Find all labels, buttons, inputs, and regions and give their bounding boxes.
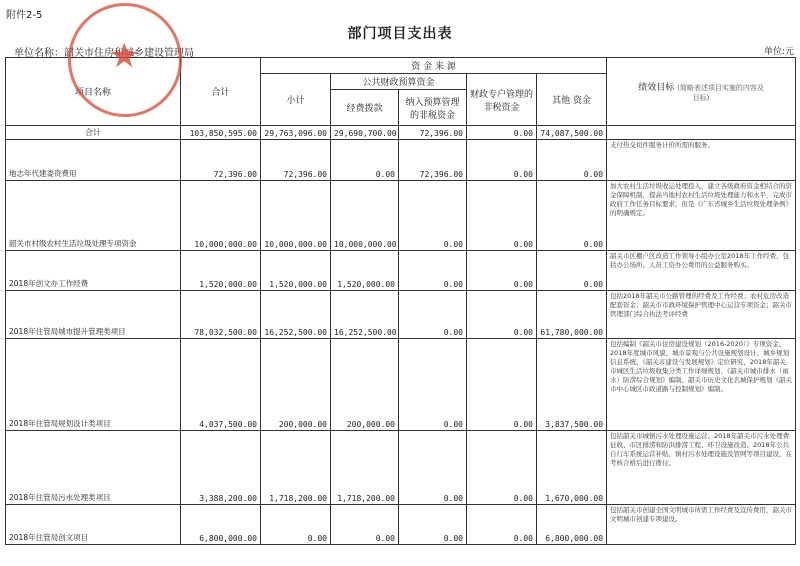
row-operating: 16,252,500.00: [331, 291, 399, 339]
header-subtotal: 小计: [261, 74, 331, 126]
table-row-total: [6, 126, 796, 140]
row-special: 0.00: [467, 291, 537, 339]
header-special-nontax: 财政专户管理的非税资金: [467, 74, 537, 126]
row-perf: 包括韶关市城镇污水处理设施运营、2018年韶关市污水处理费征收、市区排涝和防洪排涝工程、环卫设施改造、2018年公共自行车系统运营补贴、镇村污水处理设施及管网等项目建设，在考核合格后进行拨付。: [607, 431, 796, 505]
header-perf-goal-sub2: 目标): [692, 94, 710, 102]
row-special: 0.00: [467, 431, 537, 505]
row-perf: 包括韶关市创建全国文明城市所需工作经费及宣传费用，韶关市文明城市创建专项建设。: [607, 505, 796, 545]
row-special: 0.00: [467, 505, 537, 545]
row-total: 6,800,000.00: [181, 505, 261, 545]
header-perf-goal: [607, 58, 796, 126]
row-name: 韶关市村级农村生活垃圾处理专项资金: [6, 181, 181, 251]
row-perf: 加大农村生活垃圾收运处理投入，建立各级政府资金相结合的资金保障机制，提高当地村农村生活垃圾处理能力和水平，完成市政府工作任务目标要求，但是《广东省城乡生活垃圾处理条例》的明确规定。: [607, 181, 796, 251]
row-perf: 支付热交切件服务计价所需的服务。: [607, 140, 796, 181]
header-public-budget: 公共财政预算资金: [331, 74, 467, 90]
row-perf: [607, 126, 796, 140]
table-row: [6, 431, 796, 505]
project-expenditure-table: [5, 57, 796, 545]
currency-unit: 单位:元: [763, 47, 794, 57]
header-perf-goal-sub: (简略表述项目实施的内容及: [677, 84, 764, 92]
row-total: 1,520,000.00: [181, 251, 261, 291]
row-special: 0.00: [467, 140, 537, 181]
table-row: [6, 251, 796, 291]
header-nontax-in-budget: 纳入预算管理的非税资金: [399, 90, 467, 126]
row-other: 74,087,500.00: [537, 126, 607, 140]
table-row: [6, 505, 796, 545]
row-other: 61,780,000.00: [537, 291, 607, 339]
header-perf-goal-title: 绩效目标: [638, 83, 675, 93]
header-funding-source: 资 金 来 源: [261, 58, 607, 74]
row-operating: 10,000,000.00: [331, 181, 399, 251]
row-name: 合计: [6, 126, 181, 140]
row-subtotal: 200,000.00: [261, 339, 331, 431]
row-name: 2018年住管局污水处理类项目: [6, 431, 181, 505]
row-operating: 0.00: [331, 140, 399, 181]
row-name: 地志年代建委资费用: [6, 140, 181, 181]
row-other: 0.00: [537, 140, 607, 181]
row-subtotal: 1,520,000.00: [261, 251, 331, 291]
row-total: 78,032,500.00: [181, 291, 261, 339]
row-operating: 1,718,200.00: [331, 431, 399, 505]
row-subtotal: 1,718,200.00: [261, 431, 331, 505]
row-nontax: 72,396.00: [399, 126, 467, 140]
row-subtotal: 10,000,000.00: [261, 181, 331, 251]
row-nontax: 0.00: [399, 251, 467, 291]
header-other-funds: 其他 资金: [537, 74, 607, 126]
row-perf: 包括编制《韶关市住房建设规划（2016-2020）》专项资金、2018年度城市风貌、城市景观与公共设施规划设计、城乡规划信息系统、《韶关市建设与发展规划》定位研究、2018年韶关市城区生活垃圾收集分类工作详细规划、《韶关市城市排水（雨水）防涝综合规划》编制、韶关市历史文化名城保护规划《韶关市中心城区市政道路与控制规划》编制。: [607, 339, 796, 431]
row-nontax: 0.00: [399, 505, 467, 545]
row-perf: 包括2018年韶关市公路管理的经费及工作经费；农村危房改造配套资金；韶关市市政环境保护管理中心运营专项资金；韶关市管理部门综合执法考评经费: [607, 291, 796, 339]
row-operating: 0.00: [331, 505, 399, 545]
row-other: 1,670,000.00: [537, 431, 607, 505]
row-nontax: 72,396.00: [399, 140, 467, 181]
table-row: [6, 181, 796, 251]
row-name: 2018年住管局城市提升管理类项目: [6, 291, 181, 339]
row-name: 2018年住管局创文项目: [6, 505, 181, 545]
row-total: 72,396.00: [181, 140, 261, 181]
row-total: 103,850,595.00: [181, 126, 261, 140]
row-perf: 韶关市区棚户区改造工作领导小组办公室2018年工作经费，包括办公场所、人员工资办公费用的公益服务购买。: [607, 251, 796, 291]
row-total: 10,000,000.00: [181, 181, 261, 251]
header-operating-appropriation: 经费拨款: [331, 90, 399, 126]
row-name: 2018年创文办工作经费: [6, 251, 181, 291]
row-subtotal: 72,396.00: [261, 140, 331, 181]
header-project-name: 项目名称: [6, 58, 181, 126]
table-row: [6, 140, 796, 181]
table-row: [6, 339, 796, 431]
row-operating: 1,520,000.00: [331, 251, 399, 291]
row-special: 0.00: [467, 126, 537, 140]
table-row: [6, 291, 796, 339]
row-total: 3,388,200.00: [181, 431, 261, 505]
row-special: 0.00: [467, 251, 537, 291]
row-nontax: 0.00: [399, 181, 467, 251]
row-special: 0.00: [467, 339, 537, 431]
page-title: 部门项目支出表: [347, 26, 453, 42]
row-other: 0.00: [537, 251, 607, 291]
row-subtotal: 29,763,096.00: [261, 126, 331, 140]
row-operating: 29,690,700.00: [331, 126, 399, 140]
row-subtotal: 0.00: [261, 505, 331, 545]
row-nontax: 0.00: [399, 431, 467, 505]
star-icon: ★: [109, 36, 140, 76]
header-total: 合计: [181, 58, 261, 126]
row-other: 3,837,500.00: [537, 339, 607, 431]
row-total: 4,037,500.00: [181, 339, 261, 431]
row-special: 0.00: [467, 181, 537, 251]
row-operating: 200,000.00: [331, 339, 399, 431]
row-subtotal: 16,252,500.00: [261, 291, 331, 339]
unit-name: 单位名称：韶关市住房和城乡建设管理局: [14, 48, 194, 59]
row-other: 6,800,000.00: [537, 505, 607, 545]
row-name: 2018年住管局规划设计类项目: [6, 339, 181, 431]
row-nontax: 0.00: [399, 339, 467, 431]
row-nontax: 0.00: [399, 291, 467, 339]
row-other: 0.00: [537, 181, 607, 251]
attachment-label: 附件2-5: [6, 10, 43, 21]
